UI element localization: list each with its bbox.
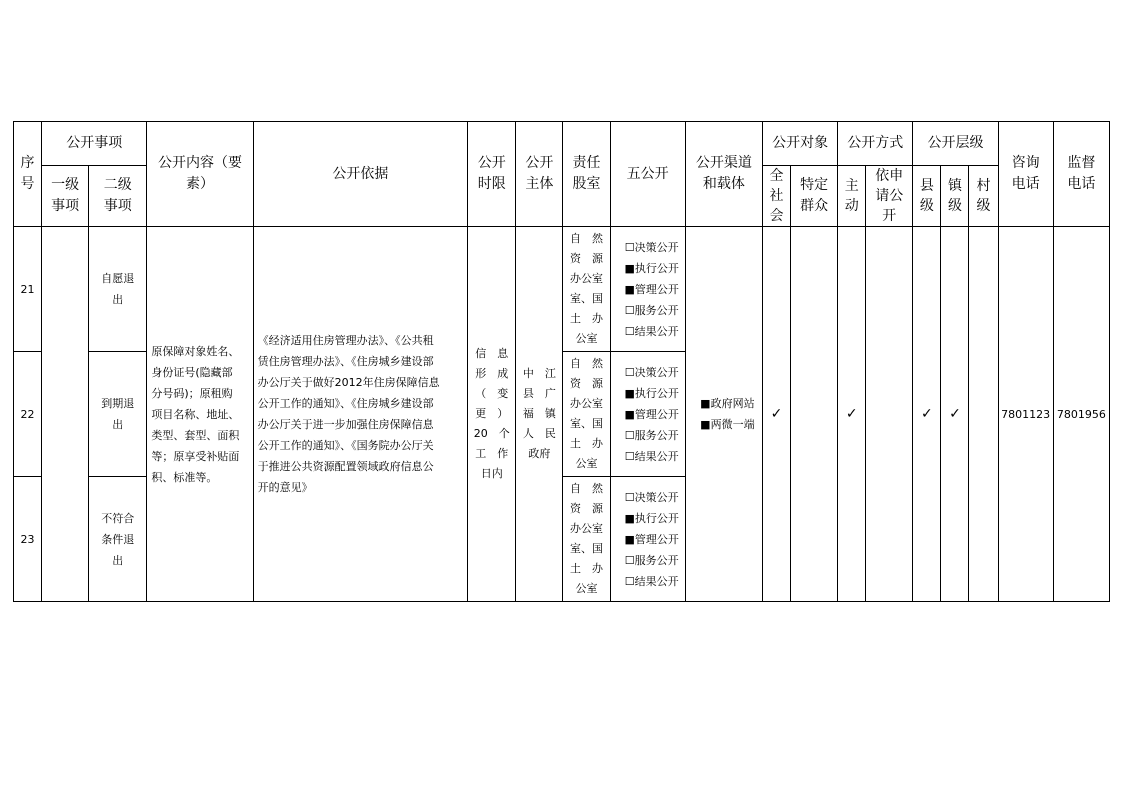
header-target-all: 全社会 <box>762 166 790 227</box>
five-label: 决策公开 <box>634 240 679 254</box>
basis-line: 办公厅关于做好2012年住房保障信息 <box>257 376 440 389</box>
dept-line: 自 然 <box>570 482 604 495</box>
checkbox-icon: ■ <box>624 282 635 296</box>
dept-line: 室、国 <box>570 417 604 430</box>
dept-line: 土 办 <box>570 437 604 450</box>
five-label: 服务公开 <box>634 303 679 317</box>
row-level2: 到期退出 <box>89 352 147 477</box>
header-five: 五公开 <box>610 122 685 227</box>
header-consult-phone: 咨询电话 <box>998 122 1053 227</box>
header-subject: 公开主体 <box>516 122 563 227</box>
check-active: ✓ <box>838 227 866 602</box>
dept-line: 资 源 <box>570 502 604 515</box>
content-line: 类型、套型、面积 <box>151 428 240 442</box>
checkbox-icon: ☐ <box>624 490 635 504</box>
header-county: 县级 <box>913 166 941 227</box>
subject-line: 中 江 <box>522 367 556 380</box>
checkbox-icon: ☐ <box>624 240 635 254</box>
specific-group-cell <box>791 227 838 602</box>
dept-line: 办公室 <box>570 522 604 535</box>
channel-label: 两微一端 <box>710 418 755 431</box>
five-label: 执行公开 <box>634 261 679 275</box>
header-supervise-phone: 监督电话 <box>1053 122 1109 227</box>
content-cell <box>147 227 253 602</box>
header-basis: 公开依据 <box>253 122 468 227</box>
basis-cell <box>253 227 468 602</box>
basis-line: 赁住房管理办法》、《住房城乡建设部 <box>257 355 434 368</box>
content-line: 原保障对象姓名、 <box>151 344 240 358</box>
header-town: 镇级 <box>941 166 969 227</box>
subject-cell <box>516 227 563 602</box>
row-level2: 不符合条件退出 <box>89 477 147 602</box>
five-label: 决策公开 <box>634 365 679 379</box>
dept-line: 自 然 <box>570 232 604 245</box>
checkbox-icon: ☐ <box>624 574 635 588</box>
time-limit-line: 20 个 <box>473 427 510 440</box>
checkbox-icon: ☐ <box>624 303 635 317</box>
five-label: 执行公开 <box>634 511 679 525</box>
five-label: 服务公开 <box>634 428 679 442</box>
basis-line: 《经济适用住房管理办法》、《公共租 <box>257 334 434 347</box>
checkbox-icon: ■ <box>700 397 711 410</box>
time-limit-line: 工 作 <box>475 447 509 460</box>
content-line: 分号码)；原租购 <box>151 386 233 400</box>
basis-line: 于推进公共资源配置领域政府信息公 <box>257 460 434 473</box>
check-town: ✓ <box>941 227 969 602</box>
header-mode-apply: 依申请公开 <box>866 166 913 227</box>
basis-line: 办公厅关于进一步加强住房保障信息 <box>257 418 434 431</box>
checkbox-icon: ■ <box>624 386 635 400</box>
checkbox-icon: ■ <box>624 261 635 275</box>
disclosure-table <box>13 121 1110 602</box>
checkbox-icon: ☐ <box>624 324 635 338</box>
dept-cell <box>563 477 610 602</box>
basis-line: 开的意见》 <box>257 481 313 494</box>
dept-line: 公室 <box>575 457 598 470</box>
subject-line: 政府 <box>528 447 551 460</box>
row-seq: 22 <box>14 352 42 477</box>
subject-line: 福 镇 <box>522 407 556 420</box>
row-level2: 自愿退出 <box>89 227 147 352</box>
apply-cell <box>866 227 913 602</box>
checkbox-icon: ☐ <box>624 428 635 442</box>
header-village: 村级 <box>969 166 998 227</box>
basis-line: 公开工作的通知》、《国务院办公厅关 <box>257 439 434 452</box>
checkbox-icon: ■ <box>624 511 635 525</box>
header-seq: 序号 <box>14 122 42 227</box>
header-level2: 二级事项 <box>89 166 147 227</box>
time-limit-cell <box>468 227 516 602</box>
check-all-society: ✓ <box>762 227 790 602</box>
village-cell <box>969 227 998 602</box>
five-label: 管理公开 <box>634 282 679 296</box>
header-channel: 公开渠道和载体 <box>685 122 762 227</box>
five-label: 结果公开 <box>634 574 679 588</box>
content-line: 等；原享受补贴面 <box>151 449 240 463</box>
header-item-group: 公开事项 <box>42 122 147 166</box>
dept-line: 公室 <box>575 332 598 345</box>
header-target-group: 公开对象 <box>762 122 837 166</box>
dept-line: 室、国 <box>570 292 604 305</box>
dept-line: 自 然 <box>570 357 604 370</box>
channel-label: 政府网站 <box>710 397 755 410</box>
dept-cell <box>563 352 610 477</box>
checkbox-icon: ☐ <box>624 365 635 379</box>
dept-line: 室、国 <box>570 542 604 555</box>
content-line: 积、标准等。 <box>151 470 218 484</box>
five-cell <box>610 352 685 477</box>
header-time-limit: 公开时限 <box>468 122 516 227</box>
table-row <box>14 227 1110 352</box>
dept-line: 土 办 <box>570 562 604 575</box>
header-level-group: 公开层级 <box>913 122 998 166</box>
five-label: 结果公开 <box>634 449 679 463</box>
row-seq: 21 <box>14 227 42 352</box>
header-content: 公开内容（要素） <box>147 122 253 227</box>
dept-cell <box>563 227 610 352</box>
dept-line: 办公室 <box>570 397 604 410</box>
supervise-phone-value: 7801956 <box>1053 227 1109 602</box>
time-limit-line: 形 成 <box>475 367 509 380</box>
check-county: ✓ <box>913 227 941 602</box>
dept-line: 资 源 <box>570 252 604 265</box>
checkbox-icon: ☐ <box>624 449 635 463</box>
content-line: 项目名称、地址、 <box>151 407 240 421</box>
content-line: 身份证号(隐藏部 <box>151 365 233 379</box>
time-limit-line: （ 变 <box>475 387 509 400</box>
five-label: 管理公开 <box>634 532 679 546</box>
dept-line: 公室 <box>575 582 598 595</box>
header-dept: 责任股室 <box>563 122 610 227</box>
header-mode-active: 主动 <box>838 166 866 227</box>
header-target-specific: 特定群众 <box>791 166 838 227</box>
header-level1: 一级事项 <box>42 166 89 227</box>
checkbox-icon: ■ <box>624 532 635 546</box>
five-label: 执行公开 <box>634 386 679 400</box>
header-mode-group: 公开方式 <box>838 122 913 166</box>
checkbox-icon: ■ <box>700 418 711 431</box>
dept-line: 资 源 <box>570 377 604 390</box>
channel-cell <box>685 227 762 602</box>
time-limit-line: 更 ） <box>475 407 509 420</box>
dept-line: 土 办 <box>570 312 604 325</box>
checkbox-icon: ■ <box>624 407 635 421</box>
five-cell <box>610 227 685 352</box>
five-label: 决策公开 <box>634 490 679 504</box>
time-limit-line: 日内 <box>480 467 503 480</box>
consult-phone-value: 7801123 <box>998 227 1053 602</box>
row-seq: 23 <box>14 477 42 602</box>
five-cell <box>610 477 685 602</box>
level1-cell <box>42 227 89 602</box>
checkbox-icon: ☐ <box>624 553 635 567</box>
five-label: 结果公开 <box>634 324 679 338</box>
basis-line: 公开工作的通知》、《住房城乡建设部 <box>257 397 434 410</box>
dept-line: 办公室 <box>570 272 604 285</box>
five-label: 服务公开 <box>634 553 679 567</box>
five-label: 管理公开 <box>634 407 679 421</box>
time-limit-line: 信 息 <box>475 347 509 360</box>
subject-line: 人 民 <box>522 427 556 440</box>
subject-line: 县 广 <box>522 387 556 400</box>
